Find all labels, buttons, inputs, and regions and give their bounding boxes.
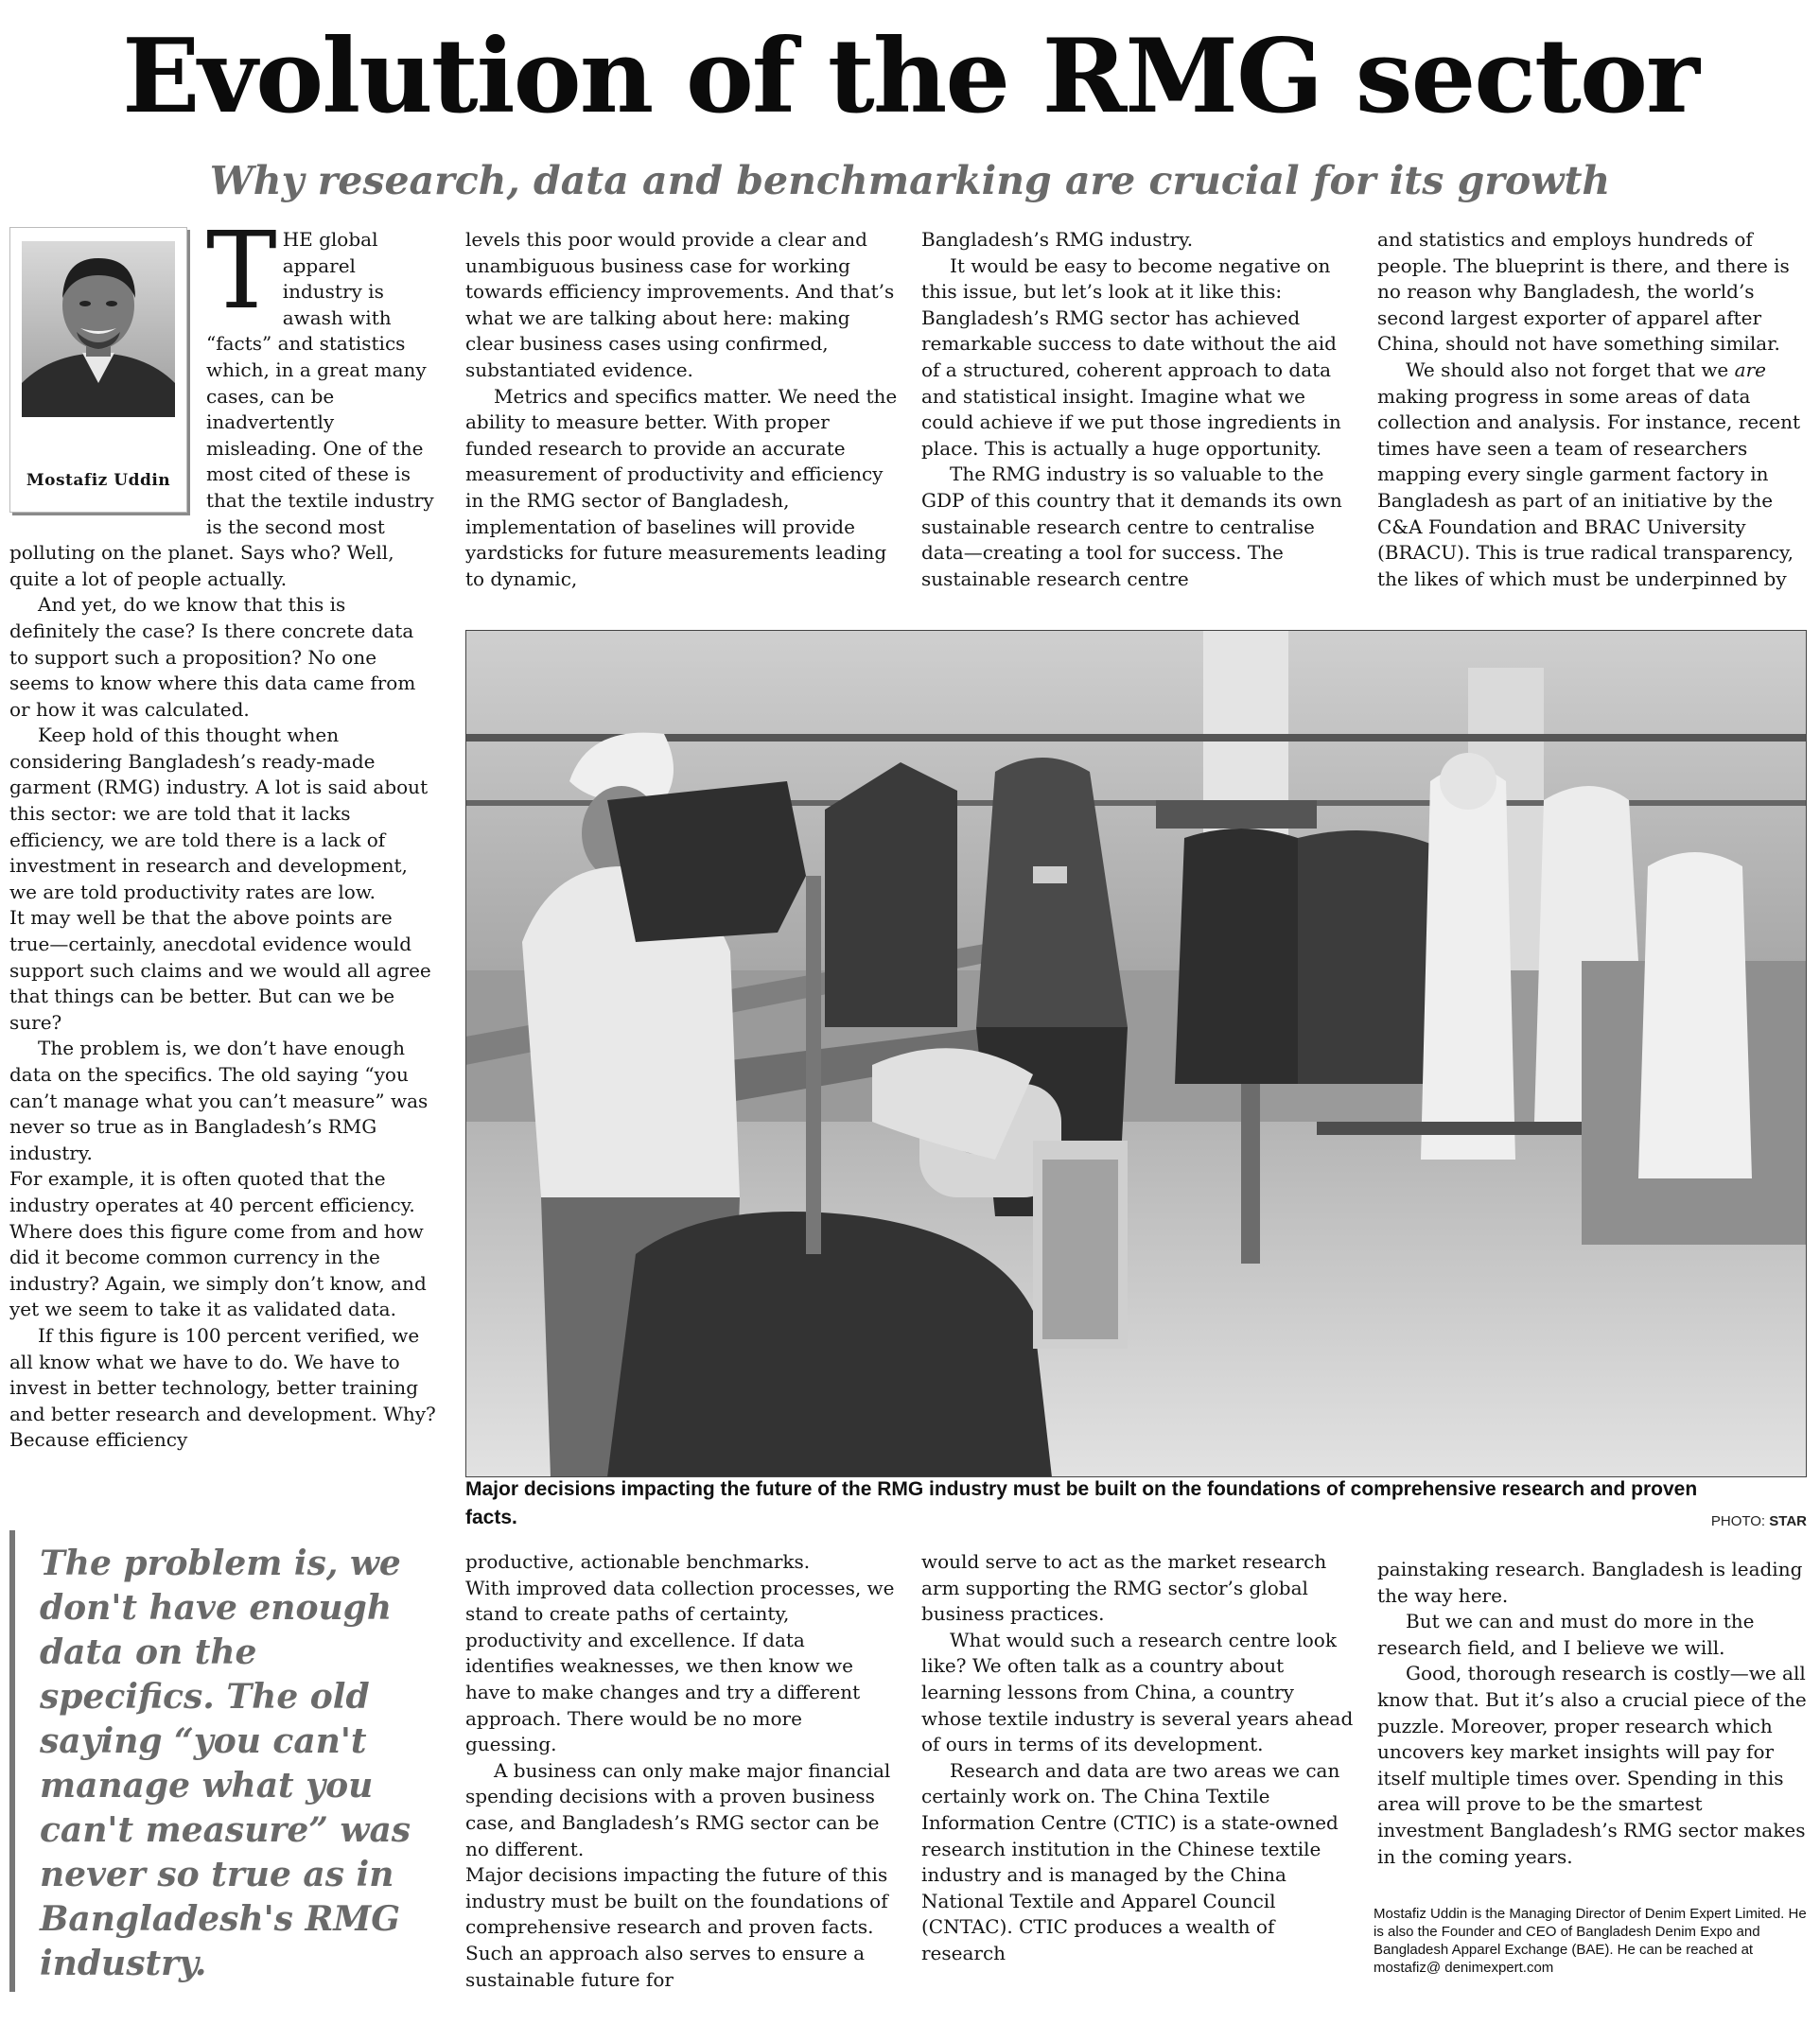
col3-paragraph-2: It would be easy to become negative on this issue, but let’s look at it like this: Bangladesh’s RMG sector has achieved remarkable success to date without the aid of a structured, coherent approach to data and statistical insight. Imagine what we could achieve if we put those ingredients in place. This is actually a huge opportunity.: [921, 253, 1341, 460]
col3-paragraph-3: The RMG industry is so valuable to the GDP of this country that it demands its own sustainable research centre to centralise data—creating a tool for success. The sustainable research centre: [921, 462, 1342, 590]
author-portrait-icon: [22, 241, 175, 417]
article-column-3-top: [921, 227, 1355, 615]
col1-paragraph-4: It may well be that the above points are true—certainly, anecdotal evidence would support such claims and we would all agree that things can be better. But can we be sure?: [9, 906, 431, 1034]
emphasis-are: are: [1734, 358, 1766, 381]
article-column-4-bottom: [1377, 1557, 1811, 1878]
garment-factory-photo-icon: [465, 630, 1807, 1477]
col3b-paragraph-3: Research and data are two areas we can certainly work on. The China Textile Information Centre (CTIC) is a state-owned research institution in the Chinese textile industry and is managed by the China National Textile and Apparel Council (CNTAC). CTIC produces a wealth of research: [921, 1758, 1340, 1964]
col1-paragraph-5: The problem is, we don’t have enough data on the specifics. The old saying “you can’t manage what you can’t measure” was never so true as in Bangladesh’s RMG industry.: [9, 1037, 429, 1164]
article-column-4-top: [1377, 227, 1811, 615]
drop-cap: T: [206, 227, 277, 333]
col4b-paragraph-1: painstaking research. Bangladesh is leading the way here.: [1377, 1558, 1803, 1607]
col2-paragraph-2: Metrics and specifics matter. We need the ability to measure better. With proper funded research to provide an accurate measurement of productivity and efficiency in the RMG sector of Bangladesh, implementation of baselines will provide yardsticks for future measurements leading to dynamic,: [465, 384, 898, 590]
col3-paragraph-1: Bangladesh’s RMG industry.: [921, 228, 1194, 251]
pullquote: The problem is, we don't have enough data on the specifics. The old saying “you can't manage what you can't measure” was never so true as in Bangladesh's RMG industry.: [40, 1544, 411, 1983]
byline-box: [9, 227, 187, 513]
article-column-2-bottom: [465, 1549, 899, 2024]
col1-paragraph-7: If this figure is 100 percent verified, we all know what we have to do. We have to invest in better technology, better training and better research and development. Why? Because efficiency: [9, 1323, 436, 1452]
col1-paragraph-1: HE global apparel industry is awash with “facts” and statistics which, in a great many cases, can be inadvertently misleading. One of the most cited of these is that the textile industry is the second most polluting on the planet. Says who? Well, quite a lot of people actually.: [9, 228, 434, 590]
col3b-paragraph-2: What would such a research centre look like? We often talk as a country about learning lessons from China, a country whose textile industry is several years ahead of ours in terms of its development.: [921, 1628, 1354, 1756]
photo-caption: Major decisions impacting the future of the RMG industry must be built on the foundations of comprehensive research and proven facts.: [465, 1478, 1698, 1528]
col2b-paragraph-4: Major decisions impacting the future of this industry must be built on the foundations of comprehensive research and proven facts. Such an approach also serves to ensure a sustainable future for: [465, 1863, 888, 1991]
byline-name: Mostafiz Uddin: [26, 471, 171, 490]
article-column-3-bottom: [921, 1549, 1355, 2024]
col4b-paragraph-2: But we can and must do more in the research field, and I believe we will.: [1377, 1610, 1755, 1659]
photo-credit: PHOTO: STAR: [1710, 1513, 1807, 1529]
article-column-1: [9, 227, 437, 1513]
col2b-paragraph-2: With improved data collection processes, we stand to create paths of certainty, productivity and excellence. If data identifies weaknesses, we then know we have to make changes and try a different approach. There would be no more guessing.: [465, 1576, 895, 1756]
col2b-paragraph-3: A business can only make major financial spending decisions with a proven business case, and Bangladesh’s RMG sector can be no different.: [465, 1758, 891, 1860]
col1-paragraph-3: Keep hold of this thought when considering Bangladesh’s ready-made garment (RMG) industry. A lot is said about this sector: we are told that it lacks efficiency, we are told there is a lack of investment in research and development, we are told productivity rates are low.: [9, 724, 429, 903]
author-bio: Mostafiz Uddin is the Managing Director of Denim Expert Limited. He is also the Founder and CEO of Bangladesh Denim Expo and Bangladesh Apparel Exchange (BAE). He can be reached at mostafiz@ denimexpert.com: [1374, 1906, 1807, 1976]
headline: Evolution of the RMG sector: [122, 17, 1698, 136]
col2b-paragraph-1: productive, actionable benchmarks.: [465, 1550, 811, 1573]
col4-paragraph-2: We should also not forget that we are making progress in some areas of data collection and analysis. For instance, recent times have seen a team of researchers mapping every single garment factory in Bangladesh as part of an initiative by the C&A Foundation and BRAC University (BRACU). This is true radical transparency, the likes of which must be underpinned by: [1377, 358, 1801, 590]
col3b-paragraph-1: would serve to act as the market research arm supporting the RMG sector’s global business practices.: [921, 1550, 1327, 1626]
col2-paragraph-1: levels this poor would provide a clear and unambiguous business case for working towards efficiency improvements. And that’s what we are talking about here: making clear business cases using confirmed, substantiated evidence.: [465, 228, 895, 381]
subheadline: Why research, data and benchmarking are crucial for its growth: [209, 158, 1611, 203]
article-column-2-top: [465, 227, 899, 615]
col4b-paragraph-3: Good, thorough research is costly—we all know that. But it’s also a crucial piece of the puzzle. Moreover, proper research which uncovers key market insights will pay for itself multiple times over. Spending in this area will prove to be the smartest investment Bangladesh’s RMG sector makes in the coming years.: [1377, 1662, 1807, 1868]
col4-paragraph-1: and statistics and employs hundreds of people. The blueprint is there, and there is no reason why Bangladesh, the world’s second largest exporter of apparel after China, should not have something similar.: [1377, 228, 1790, 356]
col1-paragraph-6: For example, it is often quoted that the industry operates at 40 percent efficiency. Where does this figure come from and how did it become common currency in the industry? Again, we simply don’t know, and yet we seem to take it as validated data.: [9, 1167, 427, 1321]
col1-paragraph-2: And yet, do we know that this is definitely the case? Is there concrete data to support such a proposition? No one seems to know where this data came from or how it was calculated.: [9, 593, 416, 721]
pullquote-bar: [9, 1530, 15, 1992]
